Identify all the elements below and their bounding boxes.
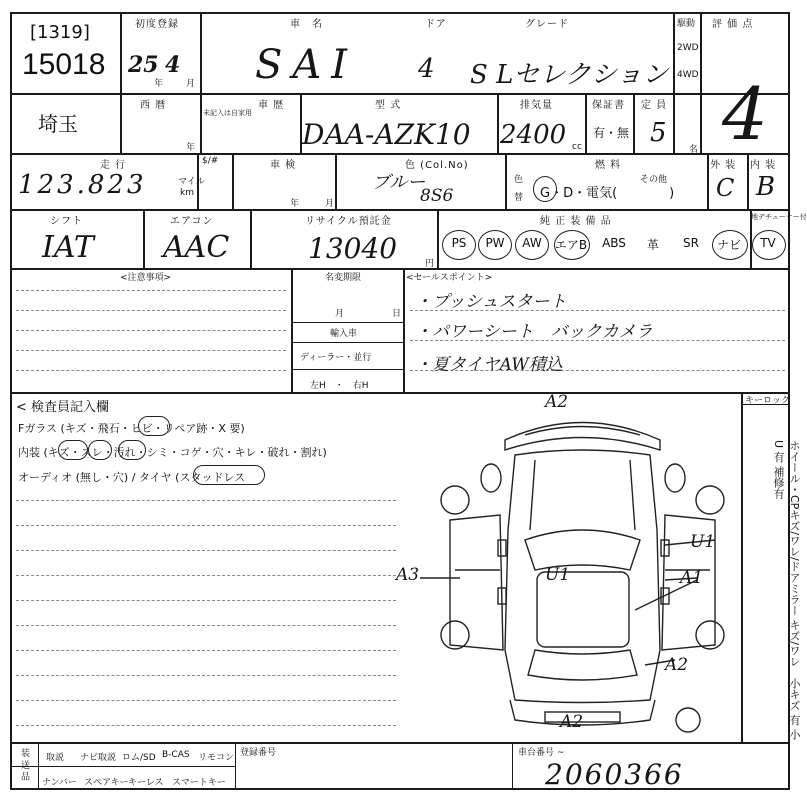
prefecture: 埼玉 — [38, 112, 78, 136]
km-label: km — [180, 188, 194, 198]
first-reg-month: 4 — [165, 52, 181, 78]
yen-unit: 円 — [425, 259, 435, 269]
shift-label: シフト — [50, 216, 83, 227]
side-legend: ホイール・CPキズ/ワレ/ドアミラー キズ/ワレ 小キズ 有 小U 有 補修有 — [772, 440, 801, 740]
iro-label: 色 — [514, 175, 524, 185]
studless-circle — [193, 465, 265, 485]
acc-remote: リモコン — [198, 753, 235, 763]
name-change-label: 名変期限 — [325, 273, 362, 283]
mark-roof: U1 — [545, 565, 571, 585]
equip-pw-circle — [478, 230, 512, 260]
insp-month-unit: 月 — [325, 199, 335, 209]
year-unit-2: 年 — [186, 143, 196, 153]
nc-day: 日 — [392, 309, 402, 319]
equip-leather: 革 — [646, 238, 659, 252]
drive-label: 駆動 — [677, 19, 696, 29]
equip-aw: AW — [522, 236, 542, 250]
acc-bcas: B-CAS — [162, 750, 190, 760]
equip-ps: PS — [451, 236, 467, 250]
equip-abs: ABS — [602, 236, 626, 250]
model-type-label: 型 式 — [375, 100, 402, 111]
drive-2wd: 2WD — [677, 43, 699, 53]
mark-right-rear: A2 — [665, 655, 689, 675]
chassis-number: 2060366 — [545, 758, 684, 791]
inspector-label: < 検査員記入欄 — [16, 400, 110, 415]
grade-value: S Lセレクション — [470, 60, 669, 90]
int-stain-circle — [118, 440, 146, 460]
aircon-value: AAC — [163, 230, 230, 265]
doors-label: ドア — [425, 19, 447, 30]
acc-manual: 取説 — [46, 753, 65, 763]
fuel-label: 燃 料 — [595, 160, 622, 171]
inspector-line-2: 内装 (キズ・スレ・汚れ・シミ・コゲ・穴・キレ・破れ・割れ) — [18, 446, 327, 459]
warranty-yes-no: 有・無 — [593, 126, 630, 140]
inspector-line-3: オーディオ (無し・穴) / タイヤ (スタッドレス — [18, 471, 246, 484]
equip-tv: TV — [760, 236, 776, 250]
color-label: 色 (Col.No) — [405, 160, 469, 171]
genuine-label: 純 正 装 備 品 — [540, 216, 612, 227]
cc-unit: cc — [572, 142, 582, 152]
key-lock-label: キーロック — [745, 396, 790, 406]
equip-tv-circle — [752, 230, 786, 260]
sales-point-1: ・プッシュスタート — [415, 292, 567, 312]
inspection-label: 車 検 — [270, 160, 297, 171]
gae-label: 替 — [514, 193, 524, 203]
left-side — [450, 515, 503, 650]
lr-handle-label: 左H ・ 右H — [310, 381, 369, 391]
equip-aw-circle — [515, 230, 549, 260]
exterior-grade: C — [716, 174, 735, 202]
acc-navi-manual: ナビ取説 — [80, 753, 117, 763]
mark-right-front: U1 — [690, 532, 716, 552]
sales-point-2: ・パワーシート バックカメラ — [415, 322, 653, 342]
acc-spare-key: スペアキー — [84, 778, 129, 788]
equip-ps-circle — [442, 230, 476, 260]
car-name-label: 車 名 — [290, 19, 323, 30]
nc-month: 月 — [335, 309, 345, 319]
delivery-label: 装 送 品 — [19, 748, 29, 781]
doors-value: 4 — [418, 54, 435, 84]
capacity-value: 5 — [650, 118, 667, 148]
acc-keyless: キーレス — [128, 778, 164, 788]
sales-point-3: ・夏タイヤAW積込 — [415, 355, 563, 375]
sdollar-label: $/# — [202, 156, 219, 166]
equip-airbag-circle — [554, 230, 590, 260]
car-body — [505, 450, 660, 703]
mileage-label: 走 行 — [100, 160, 127, 171]
warranty-label: 保証書 — [592, 100, 625, 111]
import-label: 輸入車 — [330, 329, 358, 339]
sales-points-label: <セールスポイント> — [406, 273, 493, 283]
fglass-circle — [138, 416, 170, 436]
drive-4wd: 4WD — [677, 70, 699, 80]
persons-unit: 名 — [689, 145, 699, 155]
mile-label: マイル — [178, 177, 205, 187]
mark-left: A3 — [396, 565, 420, 585]
mileage-value: 123.823 — [18, 170, 147, 200]
equip-airbag: エアB — [554, 238, 588, 252]
equip-navi-circle — [712, 230, 748, 260]
color-name: ブルー — [372, 172, 426, 193]
recycle-value: 13040 — [308, 232, 398, 265]
capacity-label: 定 員 — [641, 100, 668, 111]
acc-smart-key: スマートキー — [172, 778, 226, 788]
year-unit: 年 — [154, 79, 164, 89]
recycle-label: リサイクル預託金 — [305, 216, 392, 227]
chassis-type-label: 車 歴 — [258, 100, 285, 111]
acc-plate: ナンバー — [42, 778, 77, 788]
fuel-options: G・D・電気( ) — [540, 186, 675, 201]
exterior-label: 外 装 — [710, 160, 737, 171]
int-rub-circle — [88, 440, 112, 460]
inspector-line-1: Fガラス (キズ・飛石・ヒビ・リペア跡・X 要) — [18, 422, 245, 435]
insp-year-unit: 年 — [290, 199, 300, 209]
equip-pw: PW — [485, 236, 505, 250]
notes-label: <注意事項> — [120, 273, 172, 283]
displacement-value: 2400 — [500, 120, 567, 150]
tuner-label: 地デチューナー付 — [751, 213, 807, 221]
equip-sr: SR — [683, 236, 699, 250]
color-code: 8S6 — [420, 186, 454, 206]
car-name-value: SAI — [255, 42, 358, 88]
mark-front: A2 — [545, 392, 569, 412]
first-reg-year: 25 — [128, 52, 159, 78]
aircon-label: エアコン — [170, 216, 214, 227]
month-unit: 月 — [186, 79, 196, 89]
reg-number-label: 登録番号 — [240, 748, 277, 758]
equip-navi: ナビ — [716, 238, 741, 252]
first-reg-label: 初度登録 — [135, 19, 179, 30]
shift-value: IAT — [42, 230, 94, 265]
lot-number: 15018 — [22, 48, 106, 81]
displacement-label: 排気量 — [520, 100, 553, 111]
fuel-circle — [533, 176, 557, 202]
dealer-label: ディーラー・並行 — [300, 353, 372, 363]
interior-grade: B — [756, 172, 776, 202]
mark-rear: A2 — [560, 712, 584, 732]
fuel-other-label: その他 — [640, 175, 668, 185]
chassis-no-label: 車台番号 ~ — [518, 748, 565, 758]
score-label: 評 価 点 — [712, 19, 754, 30]
score-value: 4 — [722, 72, 768, 156]
chassis-note: 未記入は自家用 — [203, 109, 252, 117]
mark-right-door: A1 — [680, 568, 704, 588]
grade-label: グレード — [525, 19, 569, 30]
equipment-row — [440, 228, 786, 262]
int-scratch-circle — [58, 440, 88, 460]
model-code: DAA-AZK10 — [302, 118, 471, 151]
western-year-label: 西 暦 — [140, 100, 167, 111]
acc-rom: ロム/SD — [122, 753, 156, 763]
aa-code: [1319] — [30, 22, 90, 43]
interior-label: 内 装 — [750, 160, 777, 171]
